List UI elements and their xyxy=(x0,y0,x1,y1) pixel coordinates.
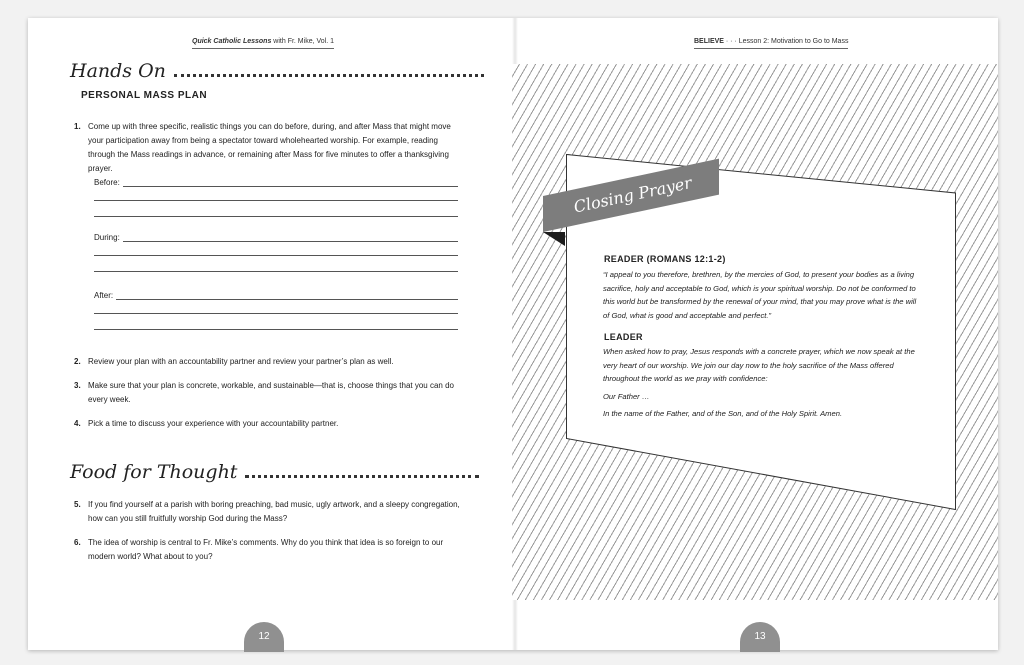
item-number: 6. xyxy=(74,538,81,547)
series-title: BELIEVE xyxy=(694,38,724,45)
reader-text: “I appeal to you therefore, brethren, by the mercies of God, to present your bodies as a living sacrifice, holy and acceptable to God, which is your spiritual worship. Do not be conformed to this world but be transformed by the renewal of your mind, that you may prove what is the will of God, what is good and acceptable and perfect.” xyxy=(603,270,917,320)
item-text: Come up with three specific, realistic things you can do before, during, and after Mass that might move your participation away from being a spectator toward wholehearted worship. For example, reading through the Mass readings in advance, or remaining after Mass for five minutes to offer a thanksgiving prayer. xyxy=(88,122,451,173)
page-number-left: 12 xyxy=(244,622,284,652)
before-label: Before: xyxy=(94,178,120,187)
running-head-right xyxy=(694,38,848,49)
heading-dots xyxy=(245,474,479,478)
write-line[interactable] xyxy=(94,271,458,272)
write-line[interactable] xyxy=(94,313,458,314)
food-for-thought-heading xyxy=(70,461,479,483)
item-number: 3. xyxy=(74,381,81,390)
heading-dots xyxy=(174,73,484,77)
before-field[interactable] xyxy=(94,178,458,187)
book-title: Quick Catholic Lessons xyxy=(192,38,272,45)
hands-on-title: Hands On xyxy=(70,60,166,82)
book-title-rest: with Fr. Mike, Vol. 1 xyxy=(271,38,334,45)
item-text: Review your plan with an accountability partner and review your partner’s plan as well. xyxy=(88,357,394,366)
list-item xyxy=(74,498,466,526)
after-label: After: xyxy=(94,291,114,300)
write-line[interactable] xyxy=(94,200,458,201)
write-line xyxy=(116,292,458,300)
item-text: If you find yourself at a parish with boring preaching, bad music, ugly artwork, and a sleepy congregation, how can you still fruitfully worship God during the Mass? xyxy=(88,500,460,523)
closing-line-text: In the name of the Father, and of the Son, and of the Holy Spirit. Amen. xyxy=(603,409,843,418)
list-item xyxy=(74,536,466,564)
write-line xyxy=(123,234,458,242)
item-number: 2. xyxy=(74,357,81,366)
write-line[interactable] xyxy=(94,216,458,217)
running-head-left xyxy=(192,38,334,49)
item-text: The idea of worship is central to Fr. Mike’s comments. Why do you think that idea is so foreign to our modern world? What about to you? xyxy=(88,538,444,561)
ribbon-fold xyxy=(543,232,565,246)
after-field[interactable] xyxy=(94,291,458,300)
hands-on-heading xyxy=(70,60,484,82)
page-number-right: 13 xyxy=(740,622,780,652)
our-father-text: Our Father … xyxy=(603,392,650,401)
write-line[interactable] xyxy=(94,329,458,330)
write-line xyxy=(123,179,458,187)
item-number: 1. xyxy=(74,122,81,131)
leader-text: When asked how to pray, Jesus responds with a concrete prayer, which we now speak at the very heart of our worship. We join our day now to the holy sacrifice of the Mass offered throughout the world as we pray with confidence: xyxy=(603,347,915,384)
personal-mass-plan-title: PERSONAL MASS PLAN xyxy=(81,90,208,101)
list-item xyxy=(74,417,466,431)
reader-heading: READER (ROMANS 12:1-2) xyxy=(604,254,726,264)
item-text: Make sure that your plan is concrete, workable, and sustainable—that is, choose things that you can do every week. xyxy=(88,381,454,404)
food-for-thought-title: Food for Thought xyxy=(70,461,238,483)
list-item xyxy=(74,355,466,369)
item-text: Pick a time to discuss your experience with your accountability partner. xyxy=(88,419,339,428)
during-label: During: xyxy=(94,233,120,242)
list-item xyxy=(74,120,466,176)
write-line[interactable] xyxy=(94,255,458,256)
item-number: 5. xyxy=(74,500,81,509)
during-field[interactable] xyxy=(94,233,458,242)
item-number: 4. xyxy=(74,419,81,428)
lesson-title: · · · Lesson 2: Motivation to Go to Mass xyxy=(723,38,849,45)
leader-heading: LEADER xyxy=(604,332,643,342)
closing-prayer-title: Closing Prayer xyxy=(572,173,694,217)
list-item xyxy=(74,379,466,407)
